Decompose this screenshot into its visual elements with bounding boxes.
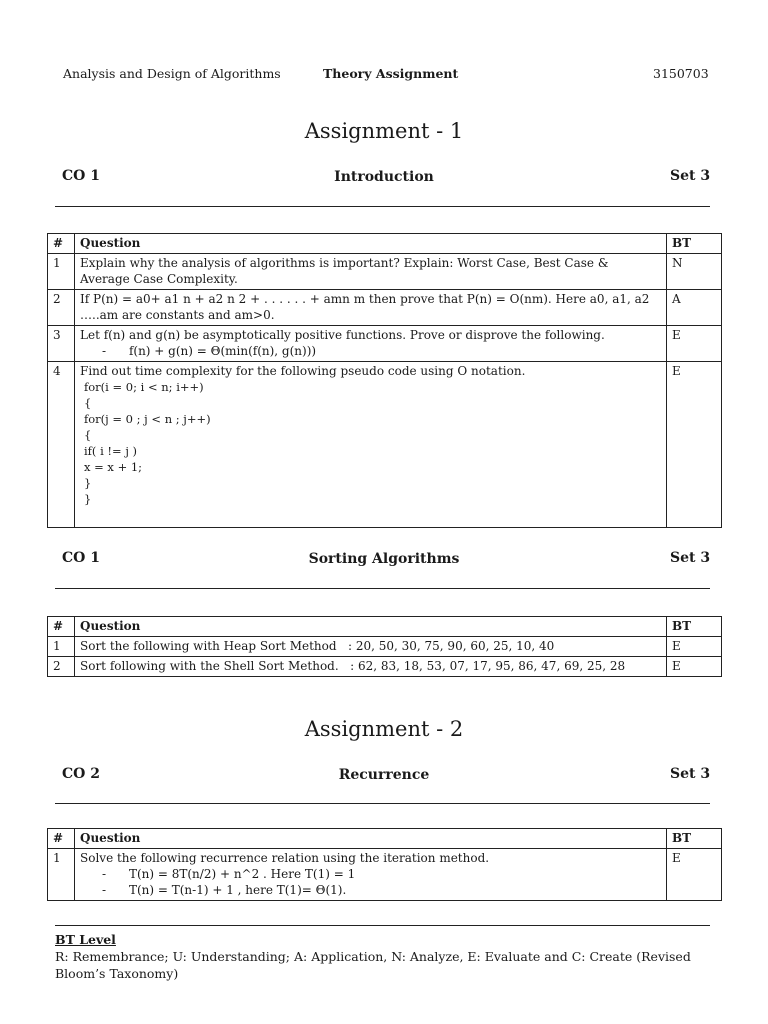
code-line: } <box>84 476 92 490</box>
section-set: Set 3 <box>670 766 711 782</box>
table-row <box>48 637 722 657</box>
row-num: 1 <box>48 637 75 657</box>
code-line: if( i != j ) <box>84 444 138 458</box>
divider <box>55 588 710 589</box>
assignment-2-title: Assignment - 2 <box>304 717 464 741</box>
divider <box>55 925 710 926</box>
row-num: 3 <box>48 326 75 362</box>
code-line: { <box>84 396 92 410</box>
col-header-question: Question <box>75 234 667 254</box>
row-question: Sort the following with Heap Sort Method : 20, 50, 30, 75, 90, 60, 25, 10, 40 <box>75 637 667 657</box>
col-header-num: # <box>48 617 75 637</box>
row-question: If P(n) = a0+ a1 n + a2 n 2 + . . . . . . + amn m then prove that P(n) = O(nm). Here a0, a1, a2 …..am are constants and am>0. <box>75 290 667 326</box>
code-line: x = x + 1; <box>84 460 143 474</box>
bt-level-heading: BT Level <box>55 932 116 947</box>
subject-code: 3150703 <box>653 66 709 81</box>
course-name: Analysis and Design of Algorithms <box>63 66 281 81</box>
row-bt: E <box>667 326 722 362</box>
table-row <box>48 290 722 326</box>
code-line: { <box>84 428 92 442</box>
section-topic: Recurrence <box>338 767 430 783</box>
col-header-bt: BT <box>667 234 722 254</box>
table-row <box>48 849 722 901</box>
divider <box>55 206 710 207</box>
col-header-question: Question <box>75 829 667 849</box>
col-header-num: # <box>48 234 75 254</box>
row-bt: A <box>667 290 722 326</box>
section-co: CO 1 <box>62 168 100 184</box>
row-bt: N <box>667 254 722 290</box>
row-question: Find out time complexity for the following pseudo code using O notation. for(i = 0; i < n; i++) { for(j = 0 ; j < n ; j++) { if( i != j ) x = x + 1; } } <box>75 362 667 528</box>
table-header-row <box>48 234 722 254</box>
row-bt: E <box>667 362 722 528</box>
table-row <box>48 326 722 362</box>
col-header-bt: BT <box>667 829 722 849</box>
code-line: } <box>84 492 92 506</box>
section-set: Set 3 <box>670 550 711 566</box>
section-co: CO 1 <box>62 550 100 566</box>
col-header-num: # <box>48 829 75 849</box>
row-num: 4 <box>48 362 75 528</box>
row-bt: E <box>667 637 722 657</box>
question-table-recurrence <box>47 828 722 901</box>
row-bt: E <box>667 657 722 677</box>
code-line: for(j = 0 ; j < n ; j++) <box>84 412 211 426</box>
row-question: Solve the following recurrence relation using the iteration method. - T(n) = 8T(n/2) + n^2 . Here T(1) = 1 - T(n) = T(n-1) + 1 , here T(1)= Θ(1). <box>75 849 667 901</box>
assignment-1-title: Assignment - 1 <box>304 119 464 143</box>
table-row <box>48 362 722 528</box>
bt-level-legend <box>55 931 715 982</box>
question-table-sorting <box>47 616 722 677</box>
table-header-row <box>48 617 722 637</box>
row-num: 1 <box>48 254 75 290</box>
row-num: 1 <box>48 849 75 901</box>
table-row <box>48 254 722 290</box>
col-header-bt: BT <box>667 617 722 637</box>
table-header-row <box>48 829 722 849</box>
row-question: Sort following with the Shell Sort Method. : 62, 83, 18, 53, 07, 17, 95, 86, 47, 69, 25, 28 <box>75 657 667 677</box>
bt-level-text: R: Remembrance; U: Understanding; A: Application, N: Analyze, E: Evaluate and C: Create (Revised Bloom’s Taxonomy) <box>55 949 691 981</box>
code-line: for(i = 0; i < n; i++) <box>84 380 204 394</box>
row-question: Explain why the analysis of algorithms is important? Explain: Worst Case, Best Case & Average Case Complexity. <box>75 254 667 290</box>
section-topic: Sorting Algorithms <box>308 551 460 567</box>
section-co: CO 2 <box>62 766 100 782</box>
section-topic: Introduction <box>334 169 434 185</box>
section-set: Set 3 <box>670 168 711 184</box>
row-bt: E <box>667 849 722 901</box>
question-table-intro <box>47 233 722 528</box>
col-header-question: Question <box>75 617 667 637</box>
table-row <box>48 657 722 677</box>
assignment-type: Theory Assignment <box>323 66 459 81</box>
row-question: Let f(n) and g(n) be asymptotically positive functions. Prove or disprove the following. - f(n) + g(n) = Θ(min(f(n), g(n))) <box>75 326 667 362</box>
row-num: 2 <box>48 290 75 326</box>
row-num: 2 <box>48 657 75 677</box>
divider <box>55 803 710 804</box>
